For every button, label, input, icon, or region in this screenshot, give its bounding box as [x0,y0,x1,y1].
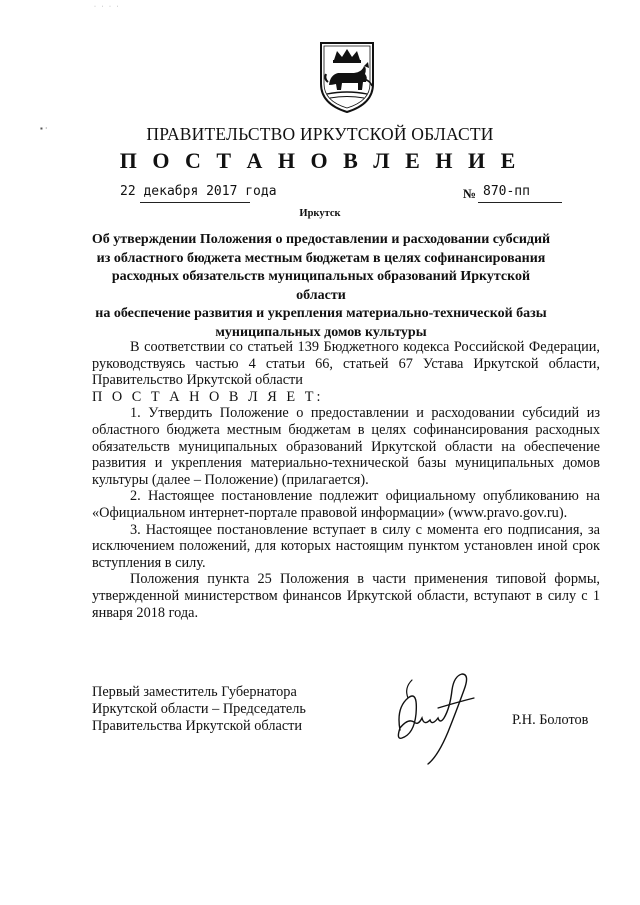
item-3-extra-paragraph: Положения пункта 25 Положения в части применения типовой формы, утвержденной министерством финансов Иркутской области, вступают в силу с 1 января 2018 года. [92,571,600,621]
heading-line: Об утверждении Положения о предоставлении и расходовании субсидий [91,232,551,247]
decree-number: 870-пп [483,184,530,199]
handwritten-signature-icon [378,668,490,770]
document-heading [86,231,556,343]
signatory-name: Р.Н. Болотов [512,712,589,728]
heading-line: расходных обязательств муниципальных образований Иркутской области [111,269,531,303]
item-3-paragraph: 3. Настоящее постановление вступает в силу с момента его подписания, за исключением положений, для которых настоящим пунктом установлен иной срок вступления в силу. [92,521,600,571]
number-sign: № [463,186,477,201]
scan-artifact: ▪ · [40,124,48,133]
decree-word: П О С Т А Н О В Л Я Е Т: [92,388,324,405]
document-type-title: П О С Т А Н О В Л Е Н И Е [119,148,521,173]
scan-artifact: · · · · [94,4,121,10]
number-underline [478,202,562,203]
document-body [92,339,600,621]
heading-line: на обеспечение развития и укрепления материально-технической базы [95,306,547,322]
position-line: Иркутской области – Председатель [92,701,306,717]
city-name: Иркутск [299,208,341,219]
preamble-paragraph: В соответствии со статьей 139 Бюджетного кодекса Российской Федерации, руководствуясь частью 4 статьи 66, статьей 67 Устава Иркутской области, Правительство Иркутской области [92,339,600,389]
position-line: Правительства Иркутской области [92,718,303,734]
item-2-paragraph: 2. Настоящее постановление подлежит официальному опубликованию на «Официальном интернет-портале правовой информации» (www.pravo.gov.ru). [92,488,600,521]
heading-line: муниципальных домов культуры [215,324,427,340]
date-underline [140,202,250,203]
irkutsk-coat-of-arms-icon [318,40,376,114]
heading-line: из областного бюджета местным бюджетам в целях софинансирования [96,250,546,266]
position-line: Первый заместитель Губернатора [92,684,297,700]
signatory-position [92,684,306,735]
item-1-paragraph: 1. Утвердить Положение о предоставлении и расходовании субсидий из областного бюджета местным бюджетам в целях софинансирования расходных обязательств муниципальных образований Иркутской области на обеспечение развития и укрепления материально-технической базы муниципальных домов культуры (далее – Положение) (прилагается). [92,405,600,488]
decree-date: 22 декабря 2017 года [120,184,277,199]
government-name: ПРАВИТЕЛЬСТВО ИРКУТСКОЙ ОБЛАСТИ [146,124,494,144]
